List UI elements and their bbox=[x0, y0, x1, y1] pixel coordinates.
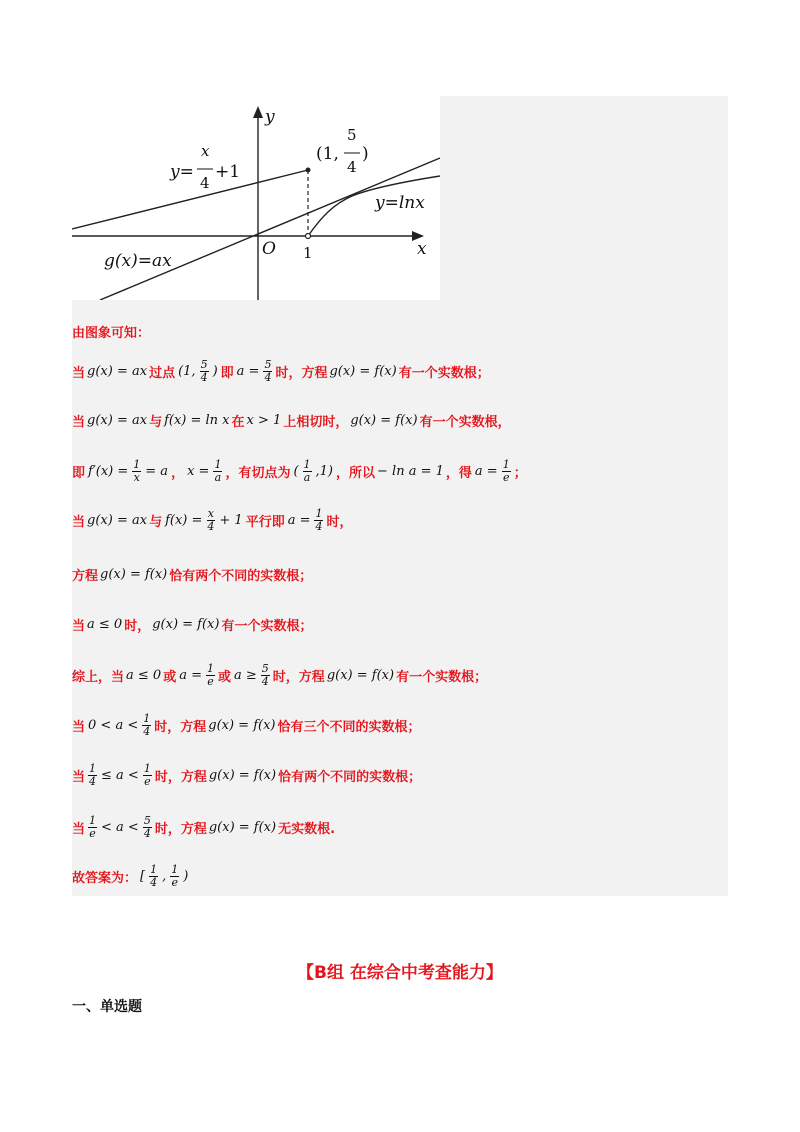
denominator: x bbox=[133, 470, 140, 484]
numerator: 5 bbox=[143, 813, 151, 827]
solution-line-2 bbox=[72, 353, 722, 389]
text: 在 bbox=[231, 414, 245, 430]
text: 当 bbox=[72, 414, 86, 430]
numerator: 5 bbox=[261, 661, 269, 675]
label-point-open: (1, bbox=[316, 144, 339, 164]
text: 时， bbox=[124, 618, 151, 634]
label-point-close: ) bbox=[362, 144, 369, 164]
label-point-num: 5 bbox=[347, 126, 357, 144]
text: 上相切时， bbox=[283, 414, 349, 430]
text: 恰有两个不同的实数根； bbox=[169, 568, 313, 584]
fraction bbox=[143, 763, 152, 788]
numerator: 1 bbox=[303, 457, 311, 471]
math: g(x) = f(x) bbox=[329, 363, 397, 379]
function-graph-figure bbox=[72, 96, 440, 300]
fraction bbox=[206, 508, 215, 533]
text: 由图象可知： bbox=[72, 325, 151, 341]
text: 综上，当 bbox=[72, 669, 125, 685]
math: g(x) = f(x) bbox=[208, 767, 277, 783]
denominator: 4 bbox=[207, 519, 215, 533]
fraction bbox=[502, 459, 511, 484]
numerator: 1 bbox=[143, 711, 151, 725]
text: 时，方程 bbox=[154, 719, 207, 735]
math: f′(x) = bbox=[88, 463, 129, 479]
answer-interval bbox=[138, 864, 190, 889]
math: a = bbox=[287, 512, 311, 528]
text: 有一个实数根； bbox=[396, 669, 488, 685]
math: g(x) = f(x) bbox=[350, 412, 418, 428]
label-line1-suffix: +1 bbox=[215, 162, 241, 182]
math: x = bbox=[187, 463, 210, 479]
solution-line-7 bbox=[72, 606, 722, 642]
math: < a < bbox=[101, 819, 139, 835]
fraction bbox=[88, 815, 97, 840]
math-expr bbox=[185, 459, 224, 484]
fraction bbox=[314, 508, 323, 533]
math: a = bbox=[236, 363, 260, 379]
math: a = bbox=[474, 463, 498, 479]
denominator: a bbox=[214, 470, 222, 484]
text: 时，方程 bbox=[275, 365, 328, 381]
numerator: 1 bbox=[315, 506, 323, 520]
math: g(x) = ax bbox=[87, 412, 148, 428]
math: ) bbox=[212, 363, 218, 379]
numerator: 1 bbox=[143, 761, 151, 775]
numerator: 1 bbox=[133, 457, 141, 471]
solution-line-5 bbox=[72, 502, 722, 538]
text: ，得 bbox=[445, 465, 472, 481]
text: ； bbox=[513, 465, 527, 481]
label-one: 1 bbox=[303, 244, 313, 262]
text: 与 bbox=[149, 514, 163, 530]
math-expr bbox=[232, 663, 272, 688]
math: 0 < a < bbox=[88, 717, 139, 733]
math: ≤ a < bbox=[101, 767, 139, 783]
text: 当 bbox=[72, 719, 86, 735]
fraction bbox=[213, 459, 222, 484]
fraction bbox=[142, 713, 151, 738]
math: g(x) = f(x) bbox=[208, 717, 276, 733]
numerator: 1 bbox=[89, 761, 97, 775]
math-point bbox=[291, 459, 335, 484]
denominator: 4 bbox=[200, 370, 208, 384]
denominator: e bbox=[89, 826, 96, 840]
math-point bbox=[176, 359, 220, 384]
denominator: 4 bbox=[143, 724, 151, 738]
denominator: e bbox=[171, 875, 178, 889]
text: 有一个实数根， bbox=[419, 414, 511, 430]
label-line1-den: 4 bbox=[200, 174, 210, 192]
denominator: 4 bbox=[89, 774, 97, 788]
fraction bbox=[143, 815, 152, 840]
text: 即 bbox=[220, 365, 234, 381]
y-axis-arrow-icon bbox=[253, 106, 263, 118]
fraction bbox=[170, 864, 179, 889]
text: 当 bbox=[72, 618, 86, 634]
text: 有一个实数根； bbox=[221, 618, 313, 634]
numerator: 1 bbox=[89, 813, 97, 827]
math: ( bbox=[293, 463, 299, 479]
math-expr bbox=[86, 763, 154, 788]
math: a ≥ bbox=[234, 667, 257, 683]
text: 时，方程 bbox=[154, 769, 207, 785]
text: 时，方程 bbox=[272, 669, 325, 685]
fraction bbox=[206, 663, 215, 688]
math-expr bbox=[163, 508, 245, 533]
solution-line-1 bbox=[72, 313, 722, 349]
denominator: 4 bbox=[315, 519, 323, 533]
math: g(x) = f(x) bbox=[208, 819, 277, 835]
numerator: 1 bbox=[150, 862, 158, 876]
numerator: 1 bbox=[214, 457, 222, 471]
solution-line-8 bbox=[72, 657, 722, 693]
denominator: 4 bbox=[261, 674, 269, 688]
math: + 1 bbox=[219, 512, 243, 528]
text: ，有切点为 bbox=[225, 465, 291, 481]
fraction bbox=[88, 763, 97, 788]
numerator: 1 bbox=[502, 457, 510, 471]
label-ln: y=lnx bbox=[375, 193, 425, 213]
solution-line-10 bbox=[72, 757, 722, 793]
fraction bbox=[132, 459, 141, 484]
math: g(x) = f(x) bbox=[100, 566, 168, 582]
text: 平行即 bbox=[245, 514, 285, 530]
math: g(x) = f(x) bbox=[326, 667, 395, 683]
math: g(x) = ax bbox=[87, 512, 148, 528]
text: 与 bbox=[149, 414, 163, 430]
numerator: 1 bbox=[207, 661, 214, 675]
math-expr bbox=[286, 508, 326, 533]
denominator: 4 bbox=[264, 370, 272, 384]
label-y: y bbox=[265, 107, 275, 127]
math-expr bbox=[86, 459, 170, 484]
text: 恰有两个不同的实数根； bbox=[278, 769, 422, 785]
math: a ≤ 0 bbox=[126, 667, 162, 683]
numerator: 5 bbox=[200, 357, 208, 371]
open-point-1-0 bbox=[306, 234, 311, 239]
math-expr bbox=[235, 359, 275, 384]
text: 或 bbox=[163, 669, 177, 685]
solution-line-11 bbox=[72, 809, 722, 845]
label-origin: O bbox=[262, 239, 276, 259]
math: ,1) bbox=[315, 463, 334, 479]
fraction bbox=[261, 663, 270, 688]
text: 或 bbox=[218, 669, 232, 685]
denominator: 4 bbox=[150, 875, 158, 889]
text: 当 bbox=[72, 514, 86, 530]
fraction bbox=[200, 359, 209, 384]
math: a ≤ 0 bbox=[87, 616, 123, 632]
text: 无实数根. bbox=[278, 821, 336, 837]
text: 有一个实数根； bbox=[398, 365, 490, 381]
text: 过点 bbox=[149, 365, 176, 381]
function-graph bbox=[72, 96, 440, 300]
section-title: 【B组 在综合中考查能力】 bbox=[297, 963, 503, 983]
denominator: e bbox=[207, 674, 214, 688]
numerator: 5 bbox=[264, 357, 272, 371]
denominator: e bbox=[144, 774, 151, 788]
text: 当 bbox=[72, 821, 86, 837]
math: f(x) = bbox=[165, 512, 203, 528]
text: 当 bbox=[72, 769, 86, 785]
label-line1-prefix: y= bbox=[170, 162, 194, 182]
math: − ln a = 1 bbox=[377, 463, 444, 479]
denominator: e bbox=[502, 470, 510, 484]
text: 当 bbox=[72, 365, 86, 381]
math: g(x) = f(x) bbox=[152, 616, 220, 632]
text: 故答案为： bbox=[72, 870, 138, 886]
math-expr bbox=[86, 713, 153, 738]
text: 时， bbox=[326, 514, 353, 530]
text: 时，方程 bbox=[154, 821, 207, 837]
solution-line-12-answer bbox=[72, 858, 722, 894]
numerator: 1 bbox=[171, 862, 179, 876]
math: (1, bbox=[178, 363, 196, 379]
numerator: x bbox=[207, 506, 214, 520]
text: ，所以 bbox=[336, 465, 376, 481]
math-expr bbox=[86, 815, 154, 840]
math: a = bbox=[179, 667, 202, 683]
text: 即 bbox=[72, 465, 86, 481]
label-line1-num: x bbox=[201, 142, 210, 160]
fraction bbox=[149, 864, 158, 889]
math: x > 1 bbox=[246, 412, 282, 428]
math: = a bbox=[145, 463, 169, 479]
math: g(x) = ax bbox=[87, 363, 148, 379]
denominator: a bbox=[303, 470, 311, 484]
math: , bbox=[162, 868, 167, 884]
text: 恰有三个不同的实数根； bbox=[277, 719, 421, 735]
solution-line-4 bbox=[72, 453, 722, 489]
fraction bbox=[303, 459, 312, 484]
fraction bbox=[263, 359, 272, 384]
math-expr bbox=[177, 663, 217, 688]
math-expr bbox=[473, 459, 513, 484]
math: f(x) = ln x bbox=[164, 412, 230, 428]
solution-line-9 bbox=[72, 707, 722, 743]
subsection-title: 一、单选题 bbox=[72, 999, 142, 1015]
denominator: 4 bbox=[143, 826, 151, 840]
label-x: x bbox=[417, 239, 427, 259]
label-g: g(x)=ax bbox=[104, 251, 172, 271]
solution-line-3 bbox=[72, 402, 722, 438]
math: [ bbox=[140, 868, 146, 884]
text: 方程 bbox=[72, 568, 99, 584]
solution-line-6 bbox=[72, 556, 722, 592]
text: ， bbox=[171, 465, 185, 481]
math: ) bbox=[183, 868, 189, 884]
label-point-den: 4 bbox=[347, 158, 357, 176]
